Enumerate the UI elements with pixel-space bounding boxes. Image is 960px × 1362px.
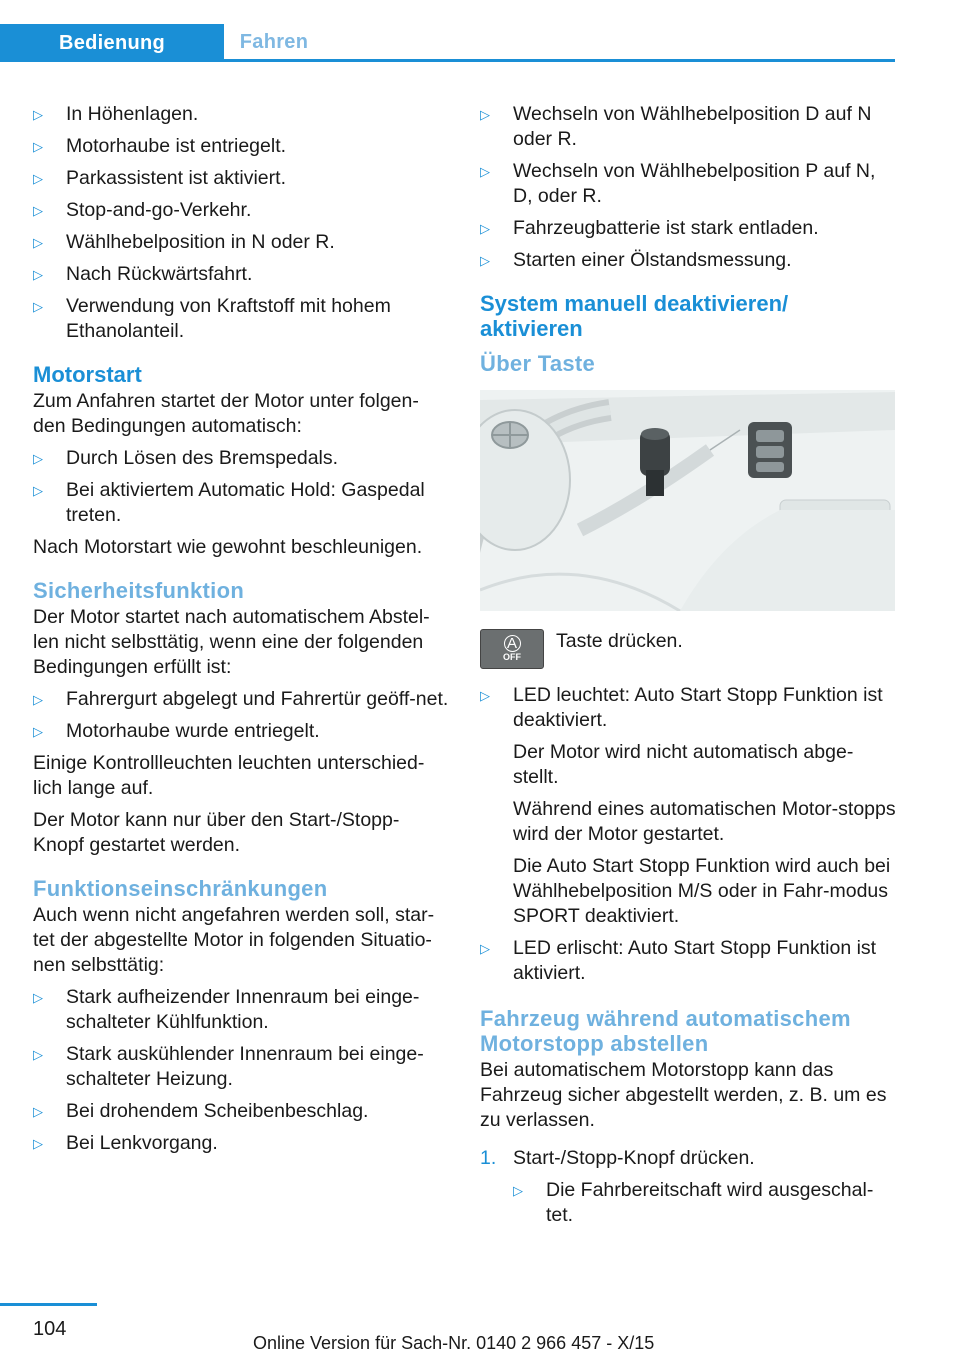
footer-divider (0, 1303, 97, 1306)
triangle-bullet-icon: ▷ (480, 688, 490, 703)
triangle-bullet-icon: ▷ (33, 1047, 43, 1062)
footer-version-text: Online Version für Sach-Nr. 0140 2 966 457 - X/15 (253, 1333, 655, 1353)
list-item: ▷ Verwendung von Kraftstoff mit hohem Ethanolanteil. (33, 295, 391, 342)
heading-system-manuell: System manuell deaktivieren/ aktivieren (480, 291, 789, 341)
list-item: ▷ Stop-and-go-Verkehr. (33, 199, 252, 221)
list-item: 1. Start-/Stopp-Knopf drücken. ▷ Die Fahrbereitschaft wird ausgeschal-tet. (480, 1146, 896, 1228)
triangle-bullet-icon: ▷ (513, 1183, 523, 1198)
triangle-bullet-icon: ▷ (480, 164, 490, 179)
list-item: ▷ Durch Lösen des Bremspedals. (33, 447, 339, 469)
triangle-bullet-icon: ▷ (33, 107, 43, 122)
triangle-bullet-icon: ▷ (33, 267, 43, 282)
page-number: 104 (33, 1318, 67, 1340)
list-item: ▷ In Höhenlagen. (33, 103, 199, 125)
conditions-list-continued (480, 102, 896, 273)
list-item: ▷ Nach Rückwärtsfahrt. (33, 263, 253, 285)
triangle-bullet-icon: ▷ (33, 451, 43, 466)
triangle-bullet-icon: ▷ (33, 139, 43, 154)
heading-ueber-taste: Über Taste (480, 351, 596, 376)
triangle-bullet-icon: ▷ (33, 692, 43, 707)
led-status-list (480, 683, 896, 986)
sicherheit-after-1: Einige Kontrollleuchten leuchten unterschied-lich lange auf. (33, 752, 425, 799)
conditions-list (33, 102, 449, 344)
triangle-bullet-icon: ▷ (33, 203, 43, 218)
list-item: ▷ Parkassistent ist aktiviert. (33, 167, 286, 189)
sicherheit-list (33, 687, 449, 744)
led-on-detail: Die Auto Start Stopp Funktion wird auch bei Wählhebelposition M/S oder in Fahr-modus SPORT deaktiviert. (513, 855, 891, 927)
list-item: ▷ Fahrergurt abgelegt und Fahrertür geöff-net. (33, 688, 449, 710)
motorstart-intro: Zum Anfahren startet der Motor unter folgen-den Bedingungen automatisch: (33, 390, 419, 437)
triangle-bullet-icon: ▷ (480, 107, 490, 122)
auto-start-stop-off-icon (480, 629, 544, 669)
heading-fahrzeug-abstellen: Fahrzeug während automatischem Motorstopp abstellen (480, 1006, 851, 1056)
list-item: ▷ Fahrzeugbatterie ist stark entladen. (480, 217, 819, 239)
car-interior-illustration (480, 390, 895, 611)
icon-label: OFF (503, 652, 521, 662)
list-item: ▷ Wählhebelposition in N oder R. (33, 231, 335, 253)
right-column (480, 102, 896, 1235)
motorstart-list (33, 446, 449, 528)
list-item: ▷ Wechseln von Wählhebelposition D auf N oder R. (480, 103, 872, 150)
triangle-bullet-icon: ▷ (33, 724, 43, 739)
step-sub-list (513, 1178, 896, 1228)
triangle-bullet-icon: ▷ (33, 235, 43, 250)
triangle-bullet-icon: ▷ (33, 483, 43, 498)
triangle-bullet-icon: ▷ (33, 990, 43, 1005)
page-header (0, 0, 895, 62)
motorstart-after: Nach Motorstart wie gewohnt beschleunigen. (33, 536, 423, 558)
list-item: ▷ LED leuchtet: Auto Start Stopp Funktion ist deaktiviert. Der Motor wird nicht automatisch abge-stellt. Während eines automatischen Motor-stopps wird der Motor gestartet. Die Auto Start Stopp Funktion wird auch bei Wählhebelposition M/S oder in Fahr-modus SPORT deaktiviert. (480, 684, 896, 927)
car-interior-drawing (480, 390, 895, 611)
heading-funktionseinschraenkungen: Funktionseinschränkungen (33, 876, 328, 901)
einschraenkungen-list (33, 985, 449, 1156)
icon-letter: A (504, 635, 521, 652)
triangle-bullet-icon: ▷ (33, 171, 43, 186)
step-number: 1. (480, 1147, 497, 1169)
sicherheit-intro: Der Motor startet nach automatischem Abstel-len nicht selbsttätig, wenn eine der folgenden Bedingungen erfüllt ist: (33, 606, 430, 678)
tab-fahren[interactable]: Fahren (239, 30, 309, 53)
triangle-bullet-icon: ▷ (33, 1104, 43, 1119)
led-on-detail: Während eines automatischen Motor-stopps wird der Motor gestartet. (513, 798, 896, 845)
triangle-bullet-icon: ▷ (480, 221, 490, 236)
list-item: ▷ Motorhaube ist entriegelt. (33, 135, 287, 157)
list-item: ▷ Bei aktiviertem Automatic Hold: Gaspedal treten. (33, 479, 425, 526)
list-item: ▷ LED erlischt: Auto Start Stopp Funktion ist aktiviert. (480, 937, 877, 984)
sicherheit-after-2: Der Motor kann nur über den Start-/Stopp-Knopf gestartet werden. (33, 809, 400, 856)
heading-motorstart: Motorstart (33, 362, 142, 387)
triangle-bullet-icon: ▷ (33, 299, 43, 314)
list-item: ▷ Wechseln von Wählhebelposition P auf N, D, oder R. (480, 160, 876, 207)
abstellen-intro: Bei automatischem Motorstopp kann das Fahrzeug sicher abgestellt werden, z. B. um es zu verlassen. (480, 1059, 887, 1131)
einschraenkungen-intro: Auch wenn nicht angefahren werden soll, star-tet der abgestellte Motor in folgenden Situatio-nen selbsttätig: (33, 904, 435, 976)
list-item: ▷ Bei drohendem Scheibenbeschlag. (33, 1100, 369, 1122)
triangle-bullet-icon: ▷ (33, 1136, 43, 1151)
triangle-bullet-icon: ▷ (480, 941, 490, 956)
list-item: ▷ Die Fahrbereitschaft wird ausgeschal-tet. (513, 1179, 874, 1226)
icon-caption: Taste drücken. (556, 630, 683, 652)
header-divider (0, 59, 895, 62)
list-item: ▷ Bei Lenkvorgang. (33, 1132, 218, 1154)
list-item: ▷ Motorhaube wurde entriegelt. (33, 720, 320, 742)
led-on-detail: Der Motor wird nicht automatisch abge-stellt. (513, 741, 854, 788)
abstellen-steps (480, 1146, 896, 1228)
heading-sicherheitsfunktion: Sicherheitsfunktion (33, 578, 245, 603)
tab-bedienung[interactable]: Bedienung (0, 24, 224, 62)
button-legend (480, 629, 896, 669)
list-item: ▷ Stark auskühlender Innenraum bei einge-schalteter Heizung. (33, 1043, 424, 1090)
list-item: ▷ Stark aufheizender Innenraum bei einge-schalteter Kühlfunktion. (33, 986, 420, 1033)
list-item: ▷ Starten einer Ölstandsmessung. (480, 249, 792, 271)
triangle-bullet-icon: ▷ (480, 253, 490, 268)
left-column (33, 102, 449, 1163)
